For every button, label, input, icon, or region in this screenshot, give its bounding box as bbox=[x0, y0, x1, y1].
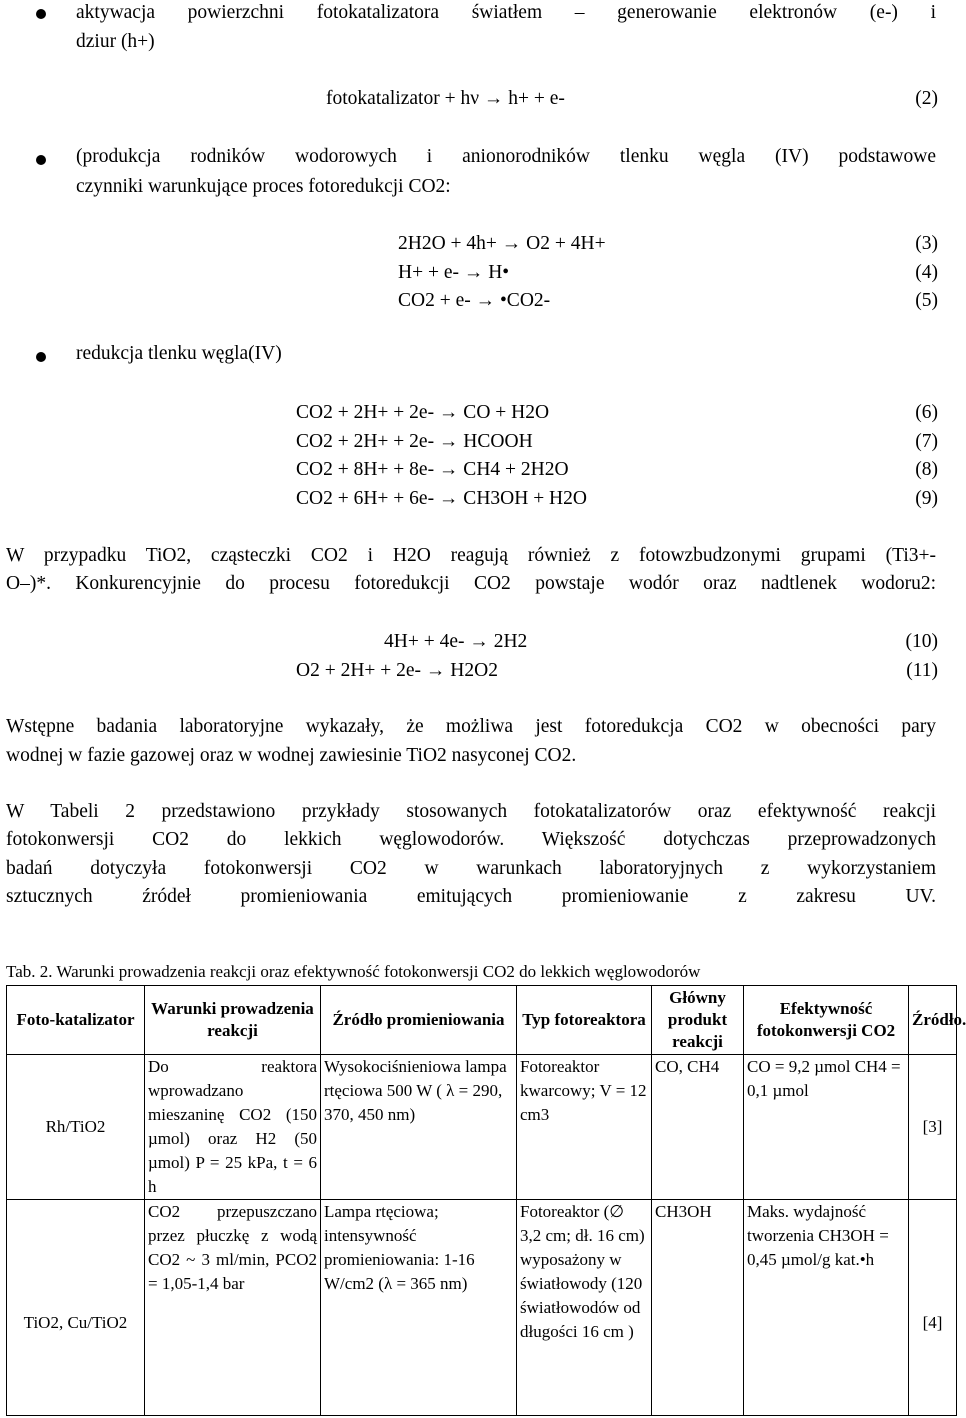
paragraph-3-line-2: fotokonwersji CO2 do lekkich węglowodorów. Większość dotychczas przeprowadzonych bbox=[6, 829, 936, 850]
cell-product: CH3OH bbox=[652, 1200, 744, 1416]
cell-catalyst: Rh/TiO2 bbox=[7, 1055, 145, 1200]
cell-reference: [4] bbox=[909, 1200, 957, 1416]
bullet-1-line-2: dziur (h+) bbox=[76, 31, 155, 52]
cell-conditions: CO2 przepuszczano przez płuczkę z wodą CO2 ~ 3 ml/min, PCO2 = 1,05-1,4 bar bbox=[145, 1200, 321, 1416]
paragraph-3-line-1: W Tabeli 2 przedstawiono przykłady stosowanych fotokatalizatorów oraz efektywność reakcji bbox=[6, 801, 936, 822]
bullet-marker bbox=[36, 352, 46, 362]
header-product: Główny produkt reakcji bbox=[652, 986, 744, 1055]
equation-5-number: (5) bbox=[915, 290, 938, 311]
equation-10-number: (10) bbox=[905, 631, 938, 652]
table-row bbox=[7, 1055, 957, 1200]
bullet-2-line-2: czynniki warunkujące proces fotoredukcji CO2: bbox=[76, 176, 451, 197]
bullet-marker bbox=[36, 9, 46, 19]
table-caption: Tab. 2. Warunki prowadzenia reakcji oraz efektywność fotokonwersji CO2 do lekkich węglowodorów bbox=[6, 962, 701, 981]
paragraph-3-line-4: sztucznych źródeł promieniowania emitujących promieniowanie z zakresu UV. bbox=[6, 886, 936, 907]
cell-reactor: Fotoreaktor kwarcowy; V = 12 cm3 bbox=[517, 1055, 652, 1200]
equation-4: H+ + e- → H• bbox=[398, 262, 510, 283]
bullet-1-line-1: aktywacja powierzchni fotokatalizatora światłem – generowanie elektronów (e-) i bbox=[76, 2, 936, 23]
equation-7-number: (7) bbox=[915, 431, 938, 452]
equation-9-number: (9) bbox=[915, 488, 938, 509]
equation-10: 4H+ + 4e- → 2H2 bbox=[384, 631, 528, 652]
catalyst-table bbox=[6, 985, 966, 1416]
equation-7: CO2 + 2H+ + 2e- → HCOOH bbox=[296, 431, 533, 452]
cell-efficiency: CO = 9,2 µmol CH4 = 0,1 µmol bbox=[744, 1055, 909, 1200]
cell-efficiency: Maks. wydajność tworzenia CH3OH = 0,45 µmol/g kat.•h bbox=[744, 1200, 909, 1416]
cell-reactor: Fotoreaktor (∅ 3,2 cm; dł. 16 cm) wyposażony w światłowody (120 światłowodów od długości 16 cm ) bbox=[517, 1200, 652, 1416]
header-efficiency: Efektywność fotokonwersji CO2 bbox=[744, 986, 909, 1055]
equation-4-number: (4) bbox=[915, 262, 938, 283]
equation-11: O2 + 2H+ + 2e- → H2O2 bbox=[296, 660, 498, 681]
paragraph-1-line-2: O–)*. Konkurencyjnie do procesu fotoredukcji CO2 powstaje wodór oraz nadtlenek wodoru2: bbox=[6, 573, 936, 594]
paragraph-3-line-3: badań dotyczyła fotokonwersji CO2 w warunkach laboratoryjnych z wykorzystaniem bbox=[6, 858, 936, 879]
equation-6: CO2 + 2H+ + 2e- → CO + H2O bbox=[296, 402, 550, 423]
paragraph-1-line-1: W przypadku TiO2, cząsteczki CO2 i H2O reagują również z fotowzbudzonymi grupami (Ti3+- bbox=[6, 545, 936, 566]
equation-8-number: (8) bbox=[915, 459, 938, 480]
header-reference: Źródło. bbox=[909, 986, 957, 1055]
header-catalyst: Foto-katalizator bbox=[7, 986, 145, 1055]
cell-catalyst: TiO2, Cu/TiO2 bbox=[7, 1200, 145, 1416]
header-reactor: Typ fotoreaktora bbox=[517, 986, 652, 1055]
cell-conditions: Do reaktora wprowadzano mieszaninę CO2 (150 µmol) oraz H2 (50 µmol) P = 25 kPa, t = 6 h bbox=[145, 1055, 321, 1200]
cell-reference: [3] bbox=[909, 1055, 957, 1200]
cell-product: CO, CH4 bbox=[652, 1055, 744, 1200]
bullet-3-text: redukcja tlenku węgla(IV) bbox=[76, 343, 282, 364]
table-row bbox=[7, 1200, 957, 1416]
header-source: Źródło promieniowania bbox=[321, 986, 517, 1055]
header-conditions: Warunki prowadzenia reakcji bbox=[145, 986, 321, 1055]
table-header-row bbox=[7, 986, 957, 1055]
paragraph-2-line-1: Wstępne badania laboratoryjne wykazały, że możliwa jest fotoredukcja CO2 w obecności pary bbox=[6, 716, 936, 737]
equation-9: CO2 + 6H+ + 6e- → CH3OH + H2O bbox=[296, 488, 587, 509]
equation-8: CO2 + 8H+ + 8e- → CH4 + 2H2O bbox=[296, 459, 569, 480]
equation-5: CO2 + e- → •CO2- bbox=[398, 290, 551, 311]
equation-2-number: (2) bbox=[915, 88, 938, 109]
paragraph-2-line-2: wodnej w fazie gazowej oraz w wodnej zawiesinie TiO2 nasyconej CO2. bbox=[6, 745, 577, 766]
cell-source: Wysokociśnieniowa lampa rtęciowa 500 W ( λ = 290, 370, 450 nm) bbox=[321, 1055, 517, 1200]
equation-3: 2H2O + 4h+ → O2 + 4H+ bbox=[398, 233, 606, 254]
equation-6-number: (6) bbox=[915, 402, 938, 423]
equation-3-number: (3) bbox=[915, 233, 938, 254]
cell-source: Lampa rtęciowa; intensywność promieniowania: 1-16 W/cm2 (λ = 365 nm) bbox=[321, 1200, 517, 1416]
equation-2: fotokatalizator + hν → h+ + e- bbox=[326, 88, 565, 109]
equation-11-number: (11) bbox=[906, 660, 938, 681]
bullet-2-line-1: (produkcja rodników wodorowych i anionorodników tlenku węgla (IV) podstawowe bbox=[76, 146, 936, 167]
bullet-marker bbox=[36, 155, 46, 165]
